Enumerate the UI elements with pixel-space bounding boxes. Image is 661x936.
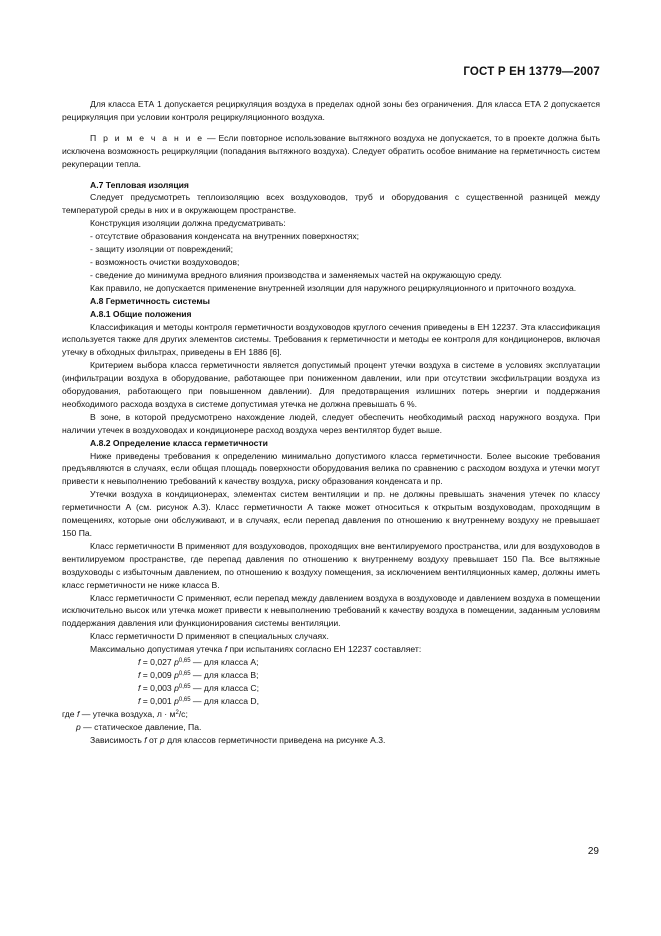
variable-f: f — [144, 734, 147, 745]
a82-paragraph-5: Класс герметичности D применяют в специальных случаях. — [90, 631, 329, 642]
note-label: П р и м е ч а н и е — [90, 132, 205, 143]
formula-class-d — [62, 695, 600, 708]
formula-class-a — [62, 656, 600, 669]
text-run: при испытаниях согласно ЕН 12237 составляет: — [227, 644, 422, 655]
a7-list-item: - отсутствие образования конденсата на внутренних поверхностях; — [90, 231, 360, 242]
a7-list-item: - защиту изоляции от повреждений; — [90, 244, 234, 255]
variable-f: f — [224, 644, 228, 655]
variable-p: p — [159, 734, 165, 745]
a7-paragraph-2: Конструкция изоляции должна предусматривать: — [90, 218, 286, 229]
a82-paragraph-6 — [62, 643, 600, 656]
document-header: ГОСТ Р ЕН 13779—2007 — [463, 66, 600, 78]
text-run: — для класса А; — [190, 657, 259, 668]
a81-paragraph-1: Классификация и методы контроля герметичности воздуховодов круглого сечения приведены в ЕН 12237. Эта классификация используется также для других элементов системы. Требования к герметичности и методы ее контроля для кондиционеров, включая утечку в обходных фильтрах, приведены в ЕН 1886 [6]. — [62, 321, 600, 358]
formula-class-b — [62, 669, 600, 682]
a82-paragraph-3: Класс герметичности В применяют для воздуховодов, проходящих вне вентилируемого пространства, или для воздуховодов в вентилируемом пространстве, где перепад давления по отношению к внутреннему воздуху превышает 150 Па. Все вытяжные воздуховоды с избыточным давлением, по отношению к воздуху помещения, за исключением вентиляционных камер, должны иметь класс герметичности не ниже класса В. — [62, 540, 600, 590]
text-run: = 0,027 — [140, 657, 175, 668]
section-heading-a82: А.8.2 Определение класса герметичности — [90, 437, 268, 448]
note-paragraph — [62, 132, 600, 171]
text-run: — статическое давление, Па. — [80, 721, 202, 732]
exponent: 2 — [175, 709, 179, 716]
variable-p: p — [174, 682, 179, 693]
definition-p — [62, 721, 600, 734]
variable-f: f — [138, 682, 141, 693]
exponent: 0,65 — [178, 683, 191, 690]
variable-f: f — [76, 708, 80, 719]
variable-f: f — [138, 657, 141, 668]
section-heading-a7: А.7 Тепловая изоляция — [90, 179, 189, 190]
a81-paragraph-3: В зоне, в которой предусмотрено нахождение людей, следует обеспечить необходимый расход наружного воздуха. При наличии утечек в воздуховодах и кондиционере расход воздуха через вентилятор будет выше. — [62, 411, 600, 435]
note-text: — Если повторное использование вытяжного воздуха не допускается, то в проекте должна быть исключена возможность рециркуляции (попадания вытяжного воздуха). Следует обратить особое внимание на герметичность систем рекуперации тепла. — [62, 132, 601, 169]
paragraph-eta-classes: Для класса ЕТА 1 допускается рециркуляция воздуха в пределах одной зоны без ограничения. Для класса ЕТА 2 допускается рециркуляция при условии контроля рециркуляционного воздуха. — [62, 99, 600, 122]
text-run: = 0,003 — [140, 682, 175, 693]
exponent: 0,65 — [178, 670, 191, 677]
exponent: 0,65 — [178, 658, 191, 665]
a82-paragraph-last — [62, 734, 600, 747]
text-run: — для класса С; — [190, 682, 259, 693]
document-body — [62, 98, 600, 746]
page-number: 29 — [587, 846, 599, 857]
text-run: — утечка воздуха, л · м — [79, 708, 176, 719]
a7-list-item: - сведение до минимума вредного влияния производства и заменяемых частей на окружающую среду. — [90, 269, 502, 280]
variable-f: f — [138, 695, 141, 706]
section-heading-a81: А.8.1 Общие положения — [90, 308, 192, 319]
text-run: от — [146, 734, 160, 745]
text-run: Максимально допустимая утечка — [90, 644, 225, 655]
definition-f — [62, 708, 600, 721]
a7-list-item: - возможность очистки воздуховодов; — [90, 256, 240, 267]
text-run: — для класса D, — [190, 695, 259, 706]
section-heading-a8: А.8 Герметичность системы — [90, 295, 211, 306]
text-run: = 0,001 — [140, 695, 175, 706]
variable-p: p — [174, 669, 179, 680]
a82-paragraph-4: Класс герметичности С применяют, если перепад между давлением воздуха в воздуховоде и давлением воздуха в помещении исключительно высок или утечка может привести к невыполнению требований к качеству воздуха в помещении, заданным условиям поддержания давления или функционирования системы вентиляции. — [62, 592, 600, 629]
variable-f: f — [138, 669, 141, 680]
variable-p: p — [174, 657, 179, 668]
text-run: = 0,009 — [140, 669, 175, 680]
variable-p: p — [76, 721, 81, 732]
a7-paragraph-1: Следует предусмотреть теплоизоляцию всех воздуховодов, труб и оборудования с существенной разницей между температурой среды в них и в окружающем пространстве. — [62, 192, 600, 216]
text-run: — для класса В; — [190, 669, 259, 680]
text-run: Зависимость — [90, 734, 145, 745]
formula-class-c — [62, 682, 600, 695]
text-run: где — [62, 708, 77, 719]
text-run: /с; — [178, 708, 188, 719]
exponent: 0,65 — [178, 696, 191, 703]
a81-paragraph-2: Критерием выбора класса герметичности является допустимый процент утечки воздуха в системе в условиях эксплуатации (инфильтрации воздуха в оборудование, работающее при пониженном давлении, или при отсутствии эксфильтрации воздуха из оборудования, работающего при повышенном давлении). Для предотвращения излишних потерь энергии и поддержания необходимого расхода воздуха в системе допустимая утечка не должна превышать 6 %. — [62, 360, 600, 409]
a82-paragraph-1: Ниже приведены требования к определению минимально допустимого класса герметичности. Более высокие требования предъявляются в случаях, если общая площадь поверхности оборудования велика по сравнению с расходом воздуха и утечки могут привести к невыполнению требований к качеству воздуха, риску образования конденсата и пр. — [62, 450, 600, 487]
text-run: для классов герметичности приведена на рисунке А.3. — [164, 734, 386, 745]
variable-p: p — [174, 695, 179, 706]
a82-paragraph-2: Утечки воздуха в кондиционерах, элементах систем вентиляции и пр. не должны превышать значения утечек по классу герметичности А (см. рисунок А.3). Класс герметичности А также может относиться к открытым воздуховодам, проходящим в помещениях, которые они обслуживают, и в случаях, если перепад давления по отношению к внутреннему воздуху не превышает 150 Па. — [62, 489, 600, 538]
a7-paragraph-3: Как правило, не допускается применение внутренней изоляции для наружного рециркуляционного и приточного воздуха. — [90, 282, 577, 293]
